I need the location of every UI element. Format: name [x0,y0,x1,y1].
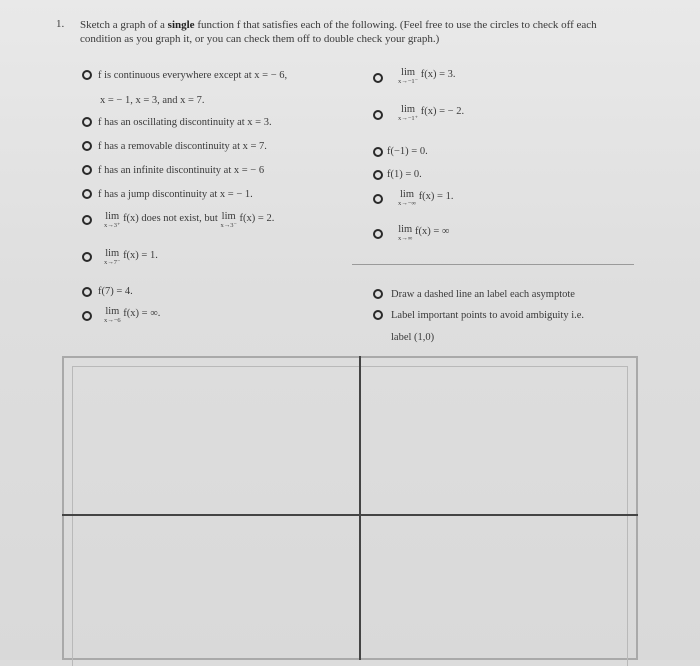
condition-removable: f has a removable discontinuity at x = 7. [98,141,267,152]
condition-limit-neg1-left: lim x→−1⁻ f(x) = 3. [398,67,456,85]
condition-continuity: f is continuous everywhere except at x = − 6, [98,70,288,81]
condition-f-neg1: f(−1) = 0. [387,146,428,157]
section-divider [352,264,634,265]
graph-inner-border [72,366,628,666]
check-circle-oscillating[interactable] [82,117,92,127]
check-circle-limit-inf[interactable] [373,229,383,239]
check-circle-limit-neg-inf[interactable] [373,194,383,204]
condition-limit-7: lim x→7⁻ f(x) = 1. [104,248,158,266]
instruction-label-example: label (1,0) [391,332,435,343]
check-circle-continuity[interactable] [82,70,92,80]
question-number: 1. [56,18,65,30]
condition-jump: f has a jump discontinuity at x = − 1. [98,189,253,200]
condition-f1: f(1) = 0. [387,169,422,180]
question-text: Sketch a graph of a single function f that satisfies each of the following. (Feel free to use the circles to check off each condition as you graph it, or you can check them off to double check your graph.) [80,19,597,45]
check-circle-limit-3[interactable] [82,215,92,225]
check-circle-f7[interactable] [82,287,92,297]
check-circle-jump[interactable] [82,189,92,199]
instruction-label-points: Label important points to avoid ambiguity i.e. [391,310,585,321]
condition-f7: f(7) = 4. [98,286,133,297]
check-circle-removable[interactable] [82,141,92,151]
y-axis [359,356,361,660]
instruction-asymptote: Draw a dashed line an label each asymptote [391,289,575,300]
check-circle-asymptote[interactable] [373,289,383,299]
condition-continuity-cont: x = − 1, x = 3, and x = 7. [100,95,205,106]
emphasis-single: single [167,19,195,31]
check-circle-limit-7[interactable] [82,252,92,262]
condition-limit-3: lim x→3⁺ f(x) does not exist, but lim x→3⁻ f(x) = 2. [104,211,275,229]
condition-limit-neg6: lim x→−6 f(x) = ∞. [104,306,161,324]
x-axis [62,514,638,516]
check-circle-label-points[interactable] [373,310,383,320]
condition-limit-inf: lim x→∞ f(x) = ∞ [398,224,450,242]
check-circle-infinite[interactable] [82,165,92,175]
condition-infinite: f has an infinite discontinuity at x = − 6 [98,165,265,176]
condition-limit-neg1-right: lim x→−1⁺ f(x) = − 2. [398,104,465,122]
check-circle-f-neg1[interactable] [373,147,383,157]
condition-oscillating: f has an oscillating discontinuity at x = 3. [98,117,272,128]
check-circle-f1[interactable] [373,170,383,180]
check-circle-limit-neg1-left[interactable] [373,73,383,83]
check-circle-limit-neg6[interactable] [82,311,92,321]
check-circle-limit-neg1-right[interactable] [373,110,383,120]
condition-limit-neg-inf: lim x→−∞ f(x) = 1. [398,189,454,207]
